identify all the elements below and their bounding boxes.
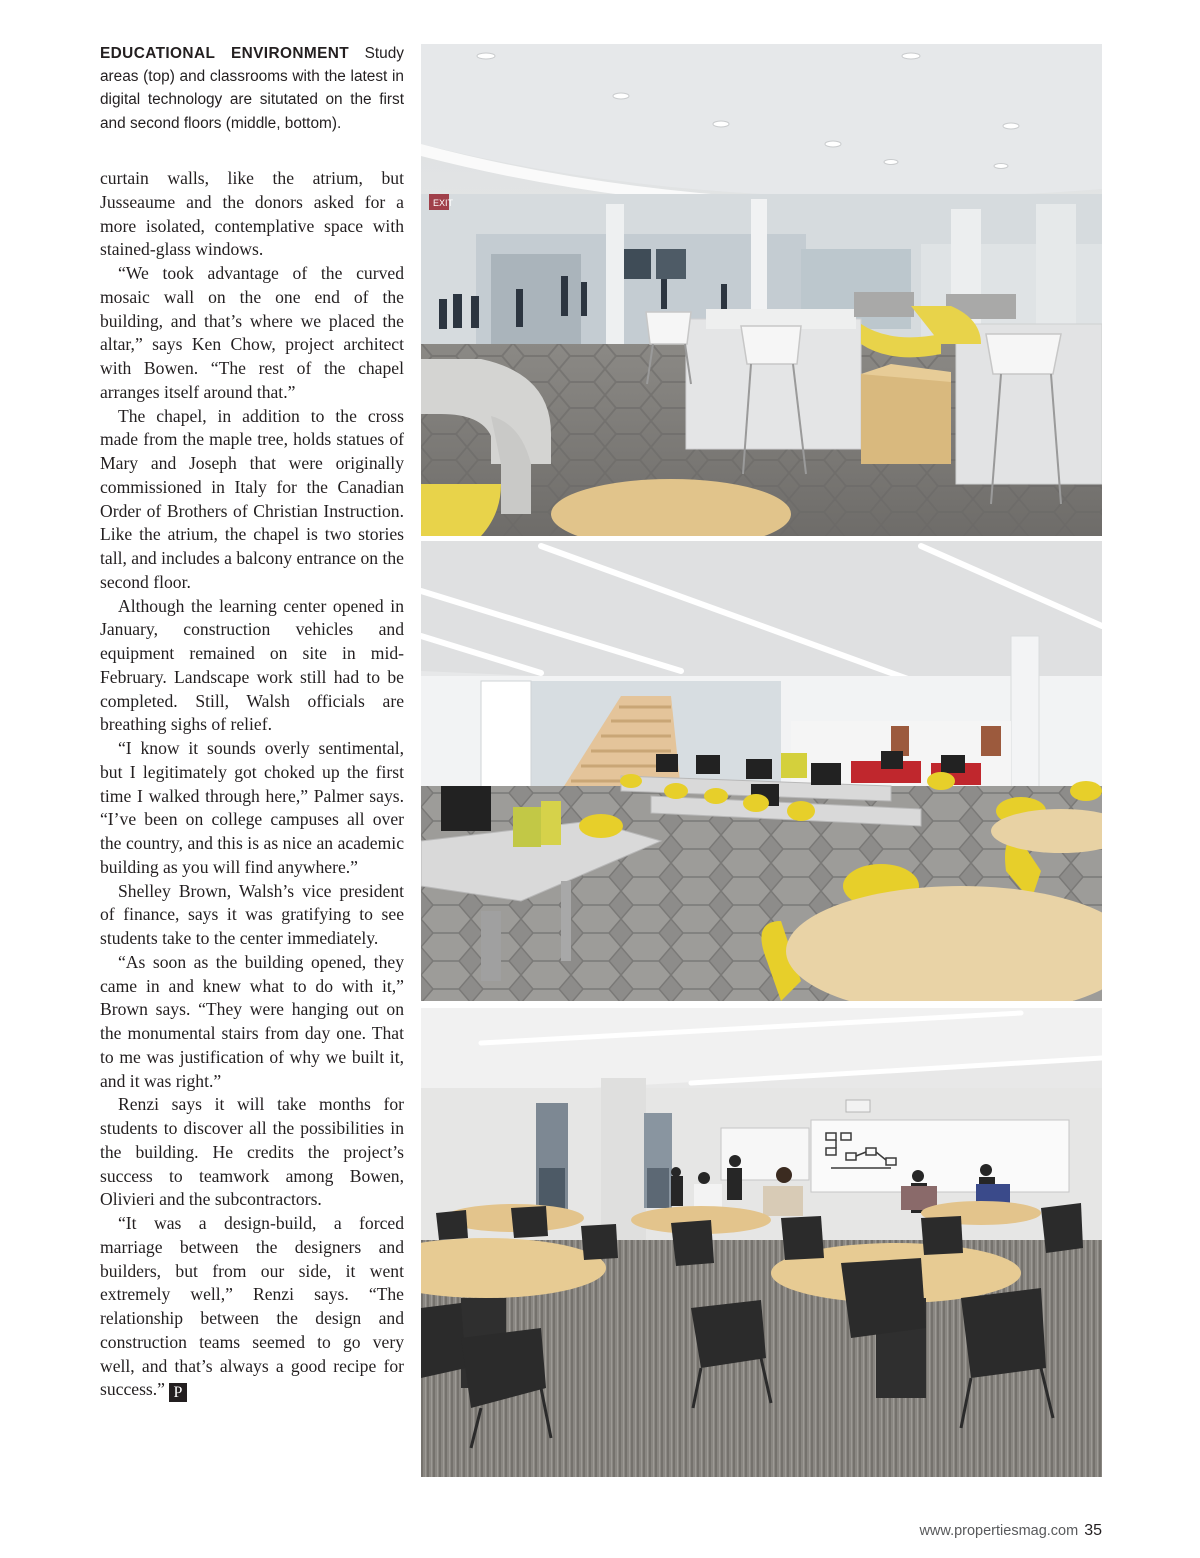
photo-round-table-classroom-image (421, 1008, 1102, 1477)
caption-text: Study areas (top) and classrooms with the latest in digital technology are situtated on the first and second floors (middle, bottom). (100, 45, 404, 132)
exit-sign: EXIT (433, 198, 454, 208)
article-body (100, 167, 404, 1402)
page-number: 35 (1084, 1522, 1102, 1539)
photo-caption (100, 42, 404, 135)
photo-study-area (421, 44, 1102, 536)
article-paragraph: Shelley Brown, Walsh’s vice president of finance, says it was gratifying to see students take to the center immediately. (100, 880, 404, 948)
photo-round-table-classroom (421, 1008, 1102, 1477)
caption-kicker: EDUCATIONAL ENVIRONMENT (100, 45, 350, 62)
article-paragraph: “We took advantage of the curved mosaic wall on the one end of the building, and that’s where we placed the altar,” says Ken Chow, project architect with Bowen. “The rest of the chapel arranges itself around that.” (100, 263, 404, 402)
photo-computer-classroom-image (421, 541, 1102, 1001)
photo-study-area-image (421, 44, 1102, 536)
photo-computer-classroom (421, 541, 1102, 1001)
article-paragraph: curtain walls, like the atrium, but Jusseaume and the donors asked for a more isolated, contemplative space with stained-glass windows. (100, 168, 404, 260)
page-footer (919, 1522, 1102, 1540)
article-paragraph: Although the learning center opened in January, construction vehicles and equipment remained on site in mid-February. Landscape work still had to be completed. Still, Walsh officials are breathing sighs of relief. (100, 595, 404, 735)
article-paragraph-text: “It was a design-build, a forced marriage between the designers and builders, but from our side, it went extremely well,” Renzi says. “The relationship between the design and construction teams seemed to go very well, and that’s always a good recipe for success.” (100, 1213, 404, 1400)
article-paragraph: “As soon as the building opened, they came in and knew what to do with it,” Brown says. “They were hanging out on the monumental stairs from day one. That to me was justification of why we built it, and it was right.” (100, 951, 404, 1091)
article-paragraph (100, 1212, 404, 1402)
article-paragraph: Renzi says it will take months for students to discover all the possibilities in the building. He credits the project’s success to teamwork among Bowen, Olivieri and the subcontractors. (100, 1094, 404, 1210)
article-paragraph: The chapel, in addition to the cross made from the maple tree, holds statues of Mary and Joseph that were originally commissioned in Italy for the Canadian Order of Brothers of Christian Instruction. Like the atrium, the chapel is two stories tall, and includes a balcony entrance on the second floor. (100, 405, 404, 592)
footer-url: www.propertiesmag.com (919, 1523, 1079, 1539)
article-paragraph: “I know it sounds overly sentimental, but I legitimately got choked up the first time I walked through here,” Palmer says. “I’ve been on college campuses all over the country, and this is as nice an academic building as you will find anywhere.” (100, 738, 404, 877)
end-mark-logo: P (169, 1383, 187, 1402)
